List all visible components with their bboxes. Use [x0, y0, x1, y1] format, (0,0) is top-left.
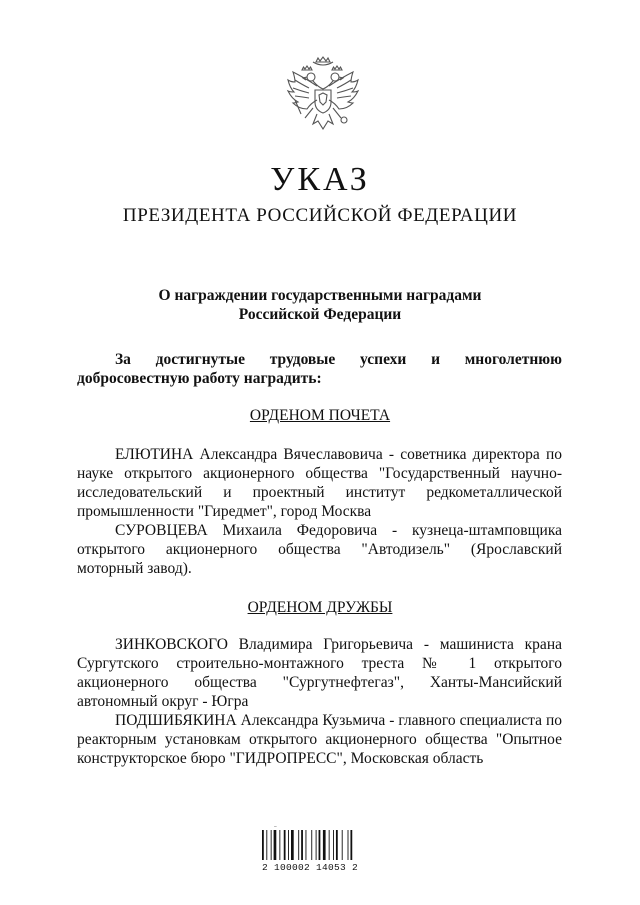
document-subtitle: ПРЕЗИДЕНТА РОССИЙСКОЙ ФЕДЕРАЦИИ — [122, 205, 518, 226]
barcode-marker: ~ — [274, 825, 277, 830]
barcode-number: 2 100002 14053 2 — [261, 862, 358, 873]
intro-paragraph: За достигнутые трудовые успехи и многолетнюю добросовестную работу наградить: — [77, 351, 562, 387]
award-paragraph: ПОДШИБЯКИНА Александра Кузьмича - главного специалиста по реакторным установкам открытого акционерного общества "Опытное конструкторское бюро "ГИДРОПРЕСС", Московская область — [77, 712, 562, 767]
decree-heading-line-1: О награждении государственными наградами — [158, 287, 482, 304]
section-title-order-of-friendship: ОРДЕНОМ ДРУЖБЫ — [247, 599, 393, 616]
decree-heading — [0, 286, 640, 324]
section-order-of-honour — [77, 445, 562, 578]
award-paragraph: СУРОВЦЕВА Михаила Федоровича - кузнеца-штамповщика открытого акционерного общества "Автодизель" (Ярославский моторный завод). — [77, 522, 562, 577]
decree-heading-line-2: Российской Федерации — [238, 306, 402, 323]
award-paragraph: ЗИНКОВСКОГО Владимира Григорьевича - машиниста крана Сургутского строительно-монтажного треста № 1 открытого акционерного общества "Сургутнефтегаз", Ханты-Мансийский автономный округ - Югра — [77, 636, 562, 710]
section-title-order-of-honour: ОРДЕНОМ ПОЧЕТА — [249, 407, 391, 424]
award-paragraph: ЕЛЮТИНА Александра Вячеславовича - советника директора по науке открытого акционерного общества "Государственный научно-исследовательский и проектный институт редкометаллической промышленности "Гиредмет", город Москва — [77, 446, 562, 520]
section-order-of-friendship — [77, 635, 562, 768]
coat-of-arms-icon — [283, 56, 363, 142]
document-title: УКАЗ — [270, 161, 370, 198]
